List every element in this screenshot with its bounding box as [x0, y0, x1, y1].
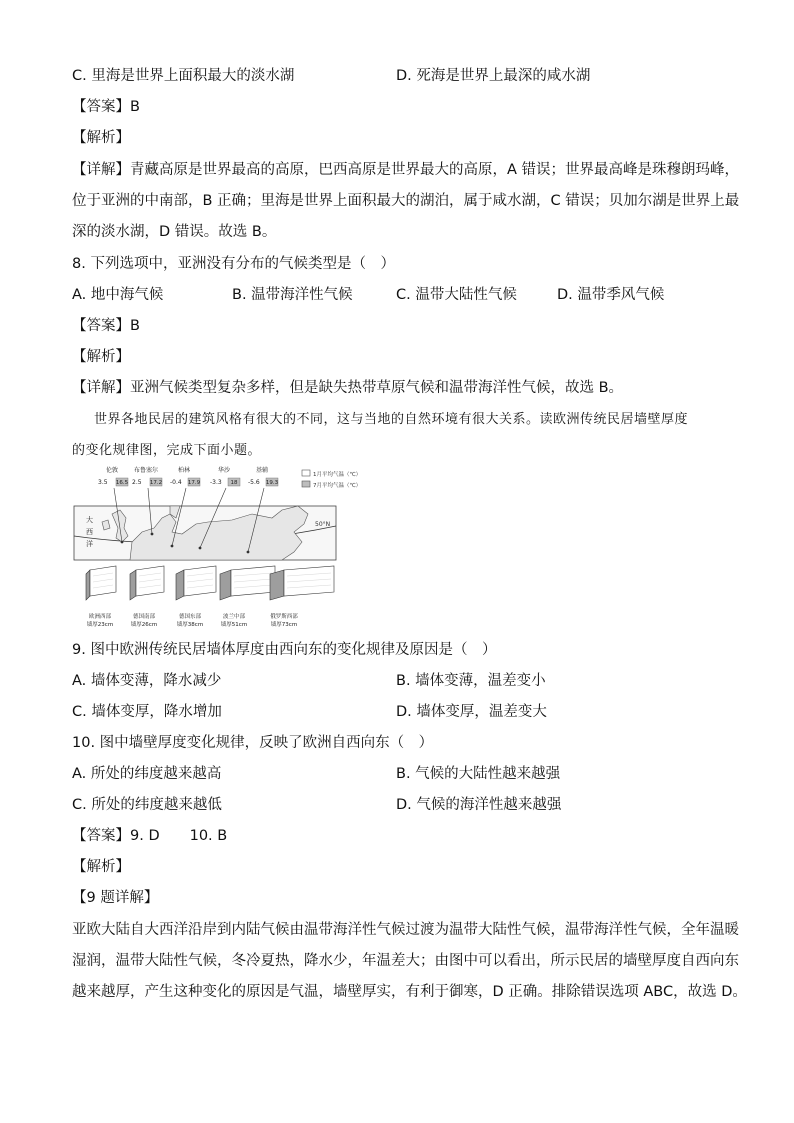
q10-option-c: C. 所处的纬度越来越低	[72, 797, 222, 813]
city-name: 伦敦	[105, 467, 119, 474]
wall-face	[184, 566, 216, 596]
q7-detail-line-2: 位于亚洲的中南部，B 正确；里海是世界上面积最大的湖泊，属于咸水湖，C 错误；贝加尔湖是世界上最	[72, 193, 740, 209]
city-jul-temp: 16.5	[115, 480, 129, 486]
q9-option-a: A. 墙体变薄，降水减少	[72, 673, 222, 689]
legend-jul-label: 7月平均气温（℃）	[313, 483, 362, 489]
q9-10-analysis-label: 【解析】	[72, 859, 130, 875]
wall-side	[86, 570, 90, 600]
city-jan-temp: -5.6	[248, 479, 260, 486]
q7-analysis-label: 【解析】	[72, 130, 130, 146]
city-dot	[171, 545, 174, 548]
europe-wall-thickness-figure	[72, 462, 362, 634]
city-jul-temp: 19.3	[265, 480, 279, 486]
q7-option-c: C. 里海是世界上面积最大的淡水湖	[72, 68, 295, 84]
q9-option-d: D. 墙体变厚，温差变大	[396, 704, 547, 720]
wall-side	[220, 570, 231, 600]
wall-thickness: 墙厚38cm	[176, 622, 204, 628]
city-jan-temp: -3.3	[210, 479, 222, 486]
city-name: 华沙	[217, 467, 231, 474]
wall-thickness: 墙厚51cm	[220, 622, 248, 628]
wall-side	[176, 570, 184, 600]
q9-option-c: C. 墙体变厚，降水增加	[72, 704, 222, 720]
wall-region: 德国南部	[132, 614, 156, 620]
legend-jan-label: 1月平均气温（℃）	[313, 472, 362, 478]
wall-face	[284, 566, 334, 596]
city-jan-temp: -0.4	[170, 479, 182, 486]
city-name: 基辅	[255, 467, 269, 474]
city-jul-temp: 18	[230, 480, 238, 486]
q8-option-d: D. 温带季风气候	[557, 287, 665, 303]
q8-option-c: C. 温带大陆性气候	[396, 287, 517, 303]
legend-jul-swatch	[302, 481, 310, 487]
city-dot	[121, 541, 124, 544]
wall-face	[136, 566, 164, 596]
q9-detail-title: 【9 题详解】	[72, 890, 159, 906]
answer-10: 10. B	[189, 828, 228, 844]
latitude-label: 50°N	[315, 521, 331, 528]
q9-detail-line-1: 亚欧大陆自大西洋沿岸到内陆气候由温带海洋性气候过渡为温带大陆性气候，温带海洋性气候，全年温暖	[72, 922, 739, 938]
q10-option-d: D. 气候的海洋性越来越强	[396, 797, 562, 813]
wall-region: 欧洲西部	[88, 614, 112, 620]
wall-region: 俄罗斯西部	[270, 614, 298, 620]
q10-option-a: A. 所处的纬度越来越高	[72, 766, 222, 782]
material-line-1: 世界各地民居的建筑风格有很大的不同，这与当地的自然环境有很大关系。读欧洲传统民居墙壁厚度	[94, 412, 689, 427]
q9-detail-line-3: 越来越厚，产生这种变化的原因是气温，墙壁厚实，有利于御寒，D 正确。排除错误选项 ABC，故选 D。	[72, 984, 747, 1000]
wall-side	[270, 570, 284, 600]
city-name: 柏林	[177, 467, 191, 474]
q8-question: 8. 下列选项中，亚洲没有分布的气候类型是（ ）	[72, 256, 395, 272]
city-jan-temp: 3.5	[98, 479, 108, 486]
answers-label: 【答案】	[72, 828, 130, 844]
ocean-char-2: 西	[86, 528, 93, 536]
ocean-char-3: 洋	[86, 540, 93, 548]
q9-question: 9. 图中欧洲传统民居墙体厚度由西向东的变化规律及原因是（ ）	[72, 642, 497, 658]
wall-region: 德国东部	[178, 614, 202, 620]
walls	[86, 566, 334, 628]
legend-jan-swatch	[302, 470, 310, 476]
q7-option-d: D. 死海是世界上最深的咸水湖	[396, 68, 591, 84]
city-dot	[151, 533, 154, 536]
answer-9: 9. D	[130, 828, 160, 844]
wall-thickness: 墙厚26cm	[130, 622, 158, 628]
q9-option-b: B. 墙体变薄，温差变小	[396, 673, 546, 689]
q8-detail: 【详解】亚洲气候类型复杂多样，但是缺失热带草原气候和温带海洋性气候，故选 B。	[72, 380, 624, 396]
q8-answer: 【答案】B	[72, 318, 140, 334]
city-jul-temp: 17.2	[149, 480, 163, 486]
q8-option-a: A. 地中海气候	[72, 287, 164, 303]
ocean-char-1: 大	[86, 516, 93, 524]
city-jan-temp: 2.5	[132, 479, 142, 486]
wall-side	[130, 570, 136, 600]
city-name: 布鲁塞尔	[133, 467, 159, 474]
q7-answer: 【答案】B	[72, 99, 140, 115]
q7-detail-line-1: 【详解】青藏高原是世界最高的高原，巴西高原是世界最大的高原，A 错误；世界最高峰是珠穆朗玛峰，	[72, 162, 740, 178]
material-line-2: 的变化规律图，完成下面小题。	[72, 443, 262, 458]
city-jul-temp: 17.9	[187, 480, 201, 486]
wall-face	[90, 566, 116, 596]
wall-thickness: 墙厚73cm	[270, 622, 298, 628]
wall-region: 波兰中部	[222, 614, 246, 620]
city-dot	[199, 547, 202, 550]
q10-option-b: B. 气候的大陆性越来越强	[396, 766, 561, 782]
answers-9-10	[72, 826, 227, 846]
q8-option-b: B. 温带海洋性气候	[232, 287, 353, 303]
q7-detail-line-3: 深的淡水湖，D 错误。故选 B。	[72, 224, 277, 240]
city-dot	[247, 551, 250, 554]
wall-thickness: 墙厚23cm	[86, 622, 114, 628]
wall-face	[231, 566, 275, 596]
q8-analysis-label: 【解析】	[72, 349, 130, 365]
q10-question: 10. 图中墙壁厚度变化规律，反映了欧洲自西向东（ ）	[72, 735, 434, 751]
q9-detail-line-2: 湿润，温带大陆性气候，冬冷夏热，降水少，年温差大；由图中可以看出，所示民居的墙壁厚度自西向东	[72, 953, 739, 969]
